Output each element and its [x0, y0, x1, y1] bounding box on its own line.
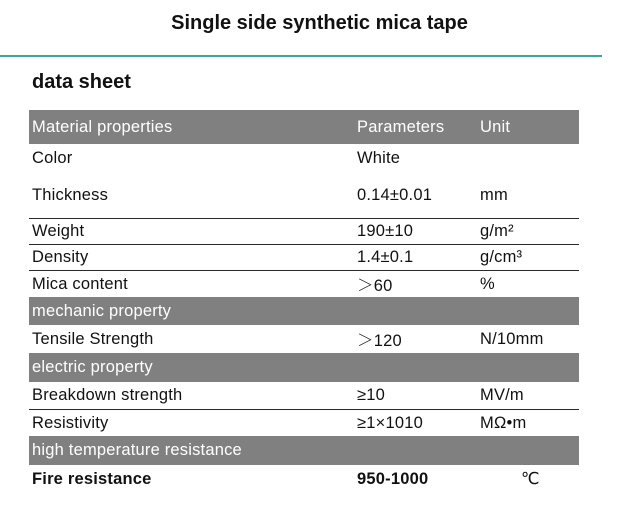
header-parameters: Parameters: [357, 117, 445, 136]
row-unit: %: [480, 274, 495, 293]
row-label: Breakdown strength: [32, 386, 183, 404]
table-row-resistivity: [29, 410, 579, 436]
row-value: ＞60: [357, 277, 393, 295]
row-label: Resistivity: [32, 413, 109, 432]
table-row-thickness: [29, 173, 579, 219]
table-row-fire-resistance: [29, 465, 579, 493]
header-unit: Unit: [480, 117, 511, 136]
row-value: 0.14±0.01: [357, 186, 433, 204]
row-value: 950-1000: [357, 469, 429, 488]
row-unit: ℃: [521, 470, 540, 488]
row-unit: mm: [480, 186, 508, 204]
row-value: 1.4±0.1: [357, 248, 414, 266]
row-unit: MV/m: [480, 386, 524, 404]
row-label: Density: [32, 248, 89, 266]
row-label: Thickness: [32, 186, 109, 204]
row-unit: g/m²: [480, 222, 514, 240]
header-material-properties: Material properties: [32, 117, 173, 136]
table-row-tensile-strength: [29, 325, 579, 353]
table-row-weight: [29, 219, 579, 245]
row-unit: MΩ•m: [480, 413, 527, 432]
section-label: high temperature resistance: [32, 441, 242, 459]
row-label: Weight: [32, 222, 85, 240]
table-row-breakdown-strength: [29, 382, 579, 410]
table-row-color: [29, 144, 579, 173]
row-label: Color: [32, 149, 73, 167]
row-value: White: [357, 149, 401, 167]
row-label: Mica content: [32, 274, 128, 293]
row-value: ≥1×1010: [357, 413, 423, 432]
section-row-temperature: [29, 436, 579, 465]
row-value: ＞120: [357, 332, 402, 350]
row-value: ≥10: [357, 386, 386, 404]
data-sheet-table: [29, 110, 579, 493]
row-label: Fire resistance: [32, 469, 152, 488]
title-divider: [0, 55, 602, 57]
row-unit: g/cm³: [480, 248, 523, 266]
table-row-mica-content: [29, 271, 579, 297]
table-row-density: [29, 245, 579, 271]
row-label: Tensile Strength: [32, 329, 154, 348]
section-row-electric: [29, 353, 579, 382]
row-value: 190±10: [357, 222, 414, 240]
section-heading: data sheet: [32, 71, 131, 93]
page-title: Single side synthetic mica tape: [171, 12, 468, 34]
section-row-mechanic: [29, 297, 579, 325]
section-label: electric property: [32, 358, 153, 376]
section-label: mechanic property: [32, 301, 172, 320]
table-header-row: [29, 110, 579, 144]
row-unit: N/10mm: [480, 329, 544, 348]
